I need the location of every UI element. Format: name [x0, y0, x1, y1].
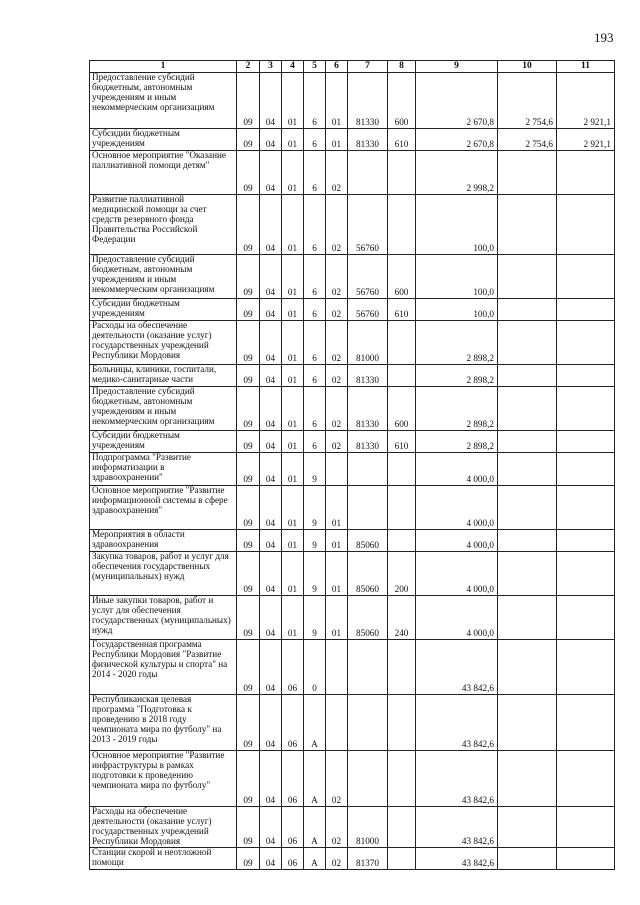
amount-2021-cell — [557, 751, 615, 807]
program-code-cell: 01 — [282, 255, 304, 299]
amount-2020-cell — [498, 596, 557, 640]
expense-type-code-cell: 240 — [388, 596, 416, 640]
table-body — [90, 73, 615, 870]
table-row — [90, 695, 615, 751]
event-code-cell: 01 — [326, 552, 348, 596]
amount-2019-cell: 43 842,6 — [416, 847, 498, 869]
amount-2019-cell: 43 842,6 — [416, 640, 498, 695]
amount-2021-cell — [557, 321, 615, 365]
subsection-code-cell: 04 — [260, 129, 282, 151]
table-row — [90, 299, 615, 321]
item-name-cell: Субсидии бюджетным учреждениям — [90, 431, 237, 453]
amount-2019-cell: 2 898,2 — [416, 365, 498, 387]
section-code-cell: 09 — [237, 255, 260, 299]
amount-2021-cell — [557, 530, 615, 552]
subprogram-code-cell: А — [304, 807, 326, 848]
section-code-cell: 09 — [237, 486, 260, 530]
subsection-code-cell: 04 — [260, 552, 282, 596]
table-row — [90, 129, 615, 151]
amount-2021-cell — [557, 552, 615, 596]
amount-2020-cell — [498, 321, 557, 365]
event-code-cell: 02 — [326, 431, 348, 453]
direction-code-cell: 85060 — [348, 530, 388, 552]
subprogram-code-cell: 6 — [304, 299, 326, 321]
subprogram-code-cell: 6 — [304, 321, 326, 365]
expense-type-code-cell — [388, 847, 416, 869]
section-code-cell: 09 — [237, 431, 260, 453]
subsection-code-cell: 04 — [260, 453, 282, 486]
table-row — [90, 751, 615, 807]
direction-code-cell — [348, 453, 388, 486]
table-row — [90, 847, 615, 869]
table-row — [90, 596, 615, 640]
section-code-cell: 09 — [237, 695, 260, 751]
expense-type-code-cell — [388, 195, 416, 255]
section-code-cell: 09 — [237, 129, 260, 151]
subsection-code-cell: 04 — [260, 640, 282, 695]
item-name-cell: Основное мероприятие "Развитие инфраструктуры в рамках подготовки к проведению чемпионата мира по футболу" — [90, 751, 237, 807]
event-code-cell: 01 — [326, 596, 348, 640]
subsection-code-cell: 04 — [260, 255, 282, 299]
header-row — [90, 61, 615, 73]
expense-type-code-cell — [388, 530, 416, 552]
direction-code-cell — [348, 151, 388, 195]
amount-2020-cell — [498, 695, 557, 751]
amount-2019-cell: 43 842,6 — [416, 695, 498, 751]
item-name-cell: Расходы на обеспечение деятельности (оказание услуг) государственных учреждений Республики Мордовия — [90, 807, 237, 848]
section-code-cell: 09 — [237, 640, 260, 695]
expense-type-code-cell — [388, 640, 416, 695]
event-code-cell: 02 — [326, 195, 348, 255]
subsection-code-cell: 04 — [260, 486, 282, 530]
amount-2020-cell — [498, 486, 557, 530]
item-name-cell: Предоставление субсидий бюджетным, автономным учреждениям и иным некоммерческим организациям — [90, 387, 237, 431]
item-name-cell: Больницы, клиники, госпитали, медико-санитарные части — [90, 365, 237, 387]
program-code-cell: 01 — [282, 431, 304, 453]
amount-2021-cell — [557, 807, 615, 848]
section-code-cell: 09 — [237, 151, 260, 195]
amount-2020-cell — [498, 552, 557, 596]
amount-2021-cell — [557, 596, 615, 640]
event-code-cell: 02 — [326, 807, 348, 848]
program-code-cell: 01 — [282, 73, 304, 129]
event-code-cell — [326, 453, 348, 486]
column-header: 10 — [498, 61, 557, 73]
item-name-cell: Иные закупки товаров, работ и услуг для обеспечения государственных (муниципальных) нужд — [90, 596, 237, 640]
expense-type-code-cell: 610 — [388, 299, 416, 321]
expense-type-code-cell: 610 — [388, 431, 416, 453]
subsection-code-cell: 04 — [260, 387, 282, 431]
direction-code-cell: 56760 — [348, 195, 388, 255]
direction-code-cell — [348, 486, 388, 530]
amount-2019-cell: 2 670,8 — [416, 129, 498, 151]
amount-2020-cell: 2 754,6 — [498, 129, 557, 151]
subprogram-code-cell: 6 — [304, 387, 326, 431]
expense-type-code-cell: 600 — [388, 255, 416, 299]
amount-2021-cell — [557, 387, 615, 431]
amount-2020-cell — [498, 640, 557, 695]
expense-type-code-cell — [388, 365, 416, 387]
program-code-cell: 01 — [282, 387, 304, 431]
amount-2019-cell: 4 000,0 — [416, 552, 498, 596]
event-code-cell: 02 — [326, 151, 348, 195]
amount-2021-cell — [557, 486, 615, 530]
amount-2019-cell: 4 000,0 — [416, 453, 498, 486]
expense-type-code-cell — [388, 807, 416, 848]
subsection-code-cell: 04 — [260, 321, 282, 365]
subprogram-code-cell: 6 — [304, 431, 326, 453]
amount-2020-cell — [498, 151, 557, 195]
amount-2021-cell — [557, 299, 615, 321]
event-code-cell — [326, 640, 348, 695]
section-code-cell: 09 — [237, 73, 260, 129]
amount-2020-cell — [498, 847, 557, 869]
program-code-cell: 01 — [282, 195, 304, 255]
expense-type-code-cell — [388, 751, 416, 807]
direction-code-cell — [348, 751, 388, 807]
subprogram-code-cell: 9 — [304, 530, 326, 552]
subsection-code-cell: 04 — [260, 195, 282, 255]
table-row — [90, 807, 615, 848]
direction-code-cell: 81000 — [348, 807, 388, 848]
direction-code-cell: 81330 — [348, 129, 388, 151]
amount-2021-cell — [557, 151, 615, 195]
event-code-cell: 02 — [326, 299, 348, 321]
section-code-cell: 09 — [237, 530, 260, 552]
section-code-cell: 09 — [237, 195, 260, 255]
direction-code-cell: 81330 — [348, 365, 388, 387]
subprogram-code-cell: 9 — [304, 486, 326, 530]
table-row — [90, 486, 615, 530]
amount-2020-cell — [498, 453, 557, 486]
event-code-cell: 02 — [326, 847, 348, 869]
amount-2019-cell: 100,0 — [416, 255, 498, 299]
expense-type-code-cell — [388, 453, 416, 486]
subprogram-code-cell: А — [304, 695, 326, 751]
amount-2019-cell: 43 842,6 — [416, 751, 498, 807]
item-name-cell: Предоставление субсидий бюджетным, автономным учреждениям и иным некоммерческим организациям — [90, 73, 237, 129]
amount-2019-cell: 2 898,2 — [416, 321, 498, 365]
item-name-cell: Основное мероприятие "Развитие информационной системы в сфере здравоохранения" — [90, 486, 237, 530]
column-header: 11 — [557, 61, 615, 73]
direction-code-cell: 81370 — [348, 847, 388, 869]
item-name-cell: Государственная программа Республики Мордовия "Развитие физической культуры и спорта" на 2014 - 2020 годы — [90, 640, 237, 695]
section-code-cell: 09 — [237, 751, 260, 807]
event-code-cell: 02 — [326, 321, 348, 365]
program-code-cell: 06 — [282, 695, 304, 751]
item-name-cell: Подпрограмма "Развитие информатизации в здравоохранении" — [90, 453, 237, 486]
item-name-cell: Субсидии бюджетным учреждениям — [90, 299, 237, 321]
direction-code-cell — [348, 640, 388, 695]
subsection-code-cell: 04 — [260, 596, 282, 640]
subsection-code-cell: 04 — [260, 299, 282, 321]
expense-type-code-cell — [388, 151, 416, 195]
program-code-cell: 06 — [282, 751, 304, 807]
item-name-cell: Закупка товаров, работ и услуг для обеспечения государственных (муниципальных) нужд — [90, 552, 237, 596]
subprogram-code-cell: 6 — [304, 151, 326, 195]
event-code-cell: 01 — [326, 530, 348, 552]
subprogram-code-cell: 6 — [304, 365, 326, 387]
expense-type-code-cell — [388, 486, 416, 530]
column-header: 6 — [326, 61, 348, 73]
program-code-cell: 01 — [282, 365, 304, 387]
subsection-code-cell: 04 — [260, 695, 282, 751]
subsection-code-cell: 04 — [260, 807, 282, 848]
event-code-cell: 02 — [326, 751, 348, 807]
event-code-cell: 02 — [326, 387, 348, 431]
expense-type-code-cell — [388, 695, 416, 751]
table-row — [90, 255, 615, 299]
amount-2021-cell — [557, 640, 615, 695]
section-code-cell: 09 — [237, 552, 260, 596]
program-code-cell: 01 — [282, 151, 304, 195]
subprogram-code-cell: 0 — [304, 640, 326, 695]
subprogram-code-cell: А — [304, 751, 326, 807]
amount-2021-cell: 2 921,1 — [557, 129, 615, 151]
table-row — [90, 73, 615, 129]
direction-code-cell: 56760 — [348, 299, 388, 321]
section-code-cell: 09 — [237, 453, 260, 486]
direction-code-cell — [348, 695, 388, 751]
event-code-cell: 01 — [326, 486, 348, 530]
amount-2021-cell: 2 921,1 — [557, 73, 615, 129]
program-code-cell: 01 — [282, 486, 304, 530]
item-name-cell: Развитие паллиативной медицинской помощи за счет средств резервного фонда Правительства Российской Федерации — [90, 195, 237, 255]
column-header: 1 — [90, 61, 237, 73]
column-header: 4 — [282, 61, 304, 73]
event-code-cell — [326, 695, 348, 751]
subsection-code-cell: 04 — [260, 530, 282, 552]
event-code-cell: 02 — [326, 365, 348, 387]
subprogram-code-cell: А — [304, 847, 326, 869]
amount-2020-cell — [498, 751, 557, 807]
item-name-cell: Основное мероприятие "Оказание паллиативной помощи детям" — [90, 151, 237, 195]
direction-code-cell: 81330 — [348, 431, 388, 453]
amount-2021-cell — [557, 365, 615, 387]
item-name-cell: Республиканская целевая программа "Подготовка к проведению в 2018 году чемпионата мира по футболу" на 2013 - 2019 годы — [90, 695, 237, 751]
amount-2020-cell — [498, 195, 557, 255]
amount-2019-cell: 4 000,0 — [416, 596, 498, 640]
amount-2021-cell — [557, 847, 615, 869]
direction-code-cell: 81330 — [348, 387, 388, 431]
subsection-code-cell: 04 — [260, 847, 282, 869]
section-code-cell: 09 — [237, 299, 260, 321]
amount-2020-cell — [498, 255, 557, 299]
amount-2019-cell: 2 670,8 — [416, 73, 498, 129]
subprogram-code-cell: 6 — [304, 73, 326, 129]
amount-2021-cell — [557, 195, 615, 255]
amount-2021-cell — [557, 453, 615, 486]
amount-2019-cell: 2 898,2 — [416, 431, 498, 453]
table-row — [90, 151, 615, 195]
expense-type-code-cell — [388, 321, 416, 365]
amount-2020-cell: 2 754,6 — [498, 73, 557, 129]
amount-2019-cell: 2 898,2 — [416, 387, 498, 431]
subprogram-code-cell: 9 — [304, 596, 326, 640]
column-header: 3 — [260, 61, 282, 73]
amount-2020-cell — [498, 530, 557, 552]
subsection-code-cell: 04 — [260, 431, 282, 453]
section-code-cell: 09 — [237, 847, 260, 869]
program-code-cell: 01 — [282, 129, 304, 151]
event-code-cell: 02 — [326, 255, 348, 299]
amount-2019-cell: 43 842,6 — [416, 807, 498, 848]
section-code-cell: 09 — [237, 321, 260, 365]
amount-2019-cell: 4 000,0 — [416, 530, 498, 552]
program-code-cell: 01 — [282, 321, 304, 365]
section-code-cell: 09 — [237, 365, 260, 387]
program-code-cell: 06 — [282, 847, 304, 869]
expense-type-code-cell: 600 — [388, 387, 416, 431]
table-row — [90, 640, 615, 695]
table-row — [90, 195, 615, 255]
expense-type-code-cell: 200 — [388, 552, 416, 596]
amount-2020-cell — [498, 807, 557, 848]
amount-2019-cell: 4 000,0 — [416, 486, 498, 530]
section-code-cell: 09 — [237, 387, 260, 431]
amount-2021-cell — [557, 255, 615, 299]
page-number: 193 — [594, 30, 614, 45]
amount-2021-cell — [557, 431, 615, 453]
item-name-cell: Субсидии бюджетным учреждениям — [90, 129, 237, 151]
program-code-cell: 01 — [282, 530, 304, 552]
item-name-cell: Станции скорой и неотложной помощи — [90, 847, 237, 869]
column-header: 9 — [416, 61, 498, 73]
subsection-code-cell: 04 — [260, 365, 282, 387]
table-row — [90, 453, 615, 486]
direction-code-cell: 56760 — [348, 255, 388, 299]
item-name-cell: Расходы на обеспечение деятельности (оказание услуг) государственных учреждений Республики Мордовия — [90, 321, 237, 365]
program-code-cell: 06 — [282, 807, 304, 848]
item-name-cell: Мероприятия в области здравоохранения — [90, 530, 237, 552]
table-row — [90, 321, 615, 365]
direction-code-cell: 81000 — [348, 321, 388, 365]
expense-type-code-cell: 600 — [388, 73, 416, 129]
table-row — [90, 365, 615, 387]
direction-code-cell: 85060 — [348, 552, 388, 596]
amount-2020-cell — [498, 431, 557, 453]
section-code-cell: 09 — [237, 807, 260, 848]
subprogram-code-cell: 9 — [304, 453, 326, 486]
event-code-cell: 01 — [326, 73, 348, 129]
column-header: 5 — [304, 61, 326, 73]
table-row — [90, 387, 615, 431]
subsection-code-cell: 04 — [260, 751, 282, 807]
subprogram-code-cell: 6 — [304, 255, 326, 299]
direction-code-cell: 81330 — [348, 73, 388, 129]
program-code-cell: 06 — [282, 640, 304, 695]
column-header: 7 — [348, 61, 388, 73]
item-name-cell: Предоставление субсидий бюджетным, автономным учреждениям и иным некоммерческим организациям — [90, 255, 237, 299]
amount-2019-cell: 100,0 — [416, 195, 498, 255]
subprogram-code-cell: 9 — [304, 552, 326, 596]
event-code-cell: 01 — [326, 129, 348, 151]
program-code-cell: 01 — [282, 453, 304, 486]
table-row — [90, 552, 615, 596]
table-row — [90, 530, 615, 552]
subsection-code-cell: 04 — [260, 73, 282, 129]
amount-2020-cell — [498, 299, 557, 321]
program-code-cell: 01 — [282, 596, 304, 640]
subprogram-code-cell: 6 — [304, 195, 326, 255]
budget-table — [89, 60, 615, 870]
amount-2020-cell — [498, 387, 557, 431]
expense-type-code-cell: 610 — [388, 129, 416, 151]
amount-2020-cell — [498, 365, 557, 387]
amount-2019-cell: 100,0 — [416, 299, 498, 321]
section-code-cell: 09 — [237, 596, 260, 640]
table-row — [90, 431, 615, 453]
subprogram-code-cell: 6 — [304, 129, 326, 151]
program-code-cell: 01 — [282, 552, 304, 596]
column-header: 2 — [237, 61, 260, 73]
column-header: 8 — [388, 61, 416, 73]
amount-2019-cell: 2 998,2 — [416, 151, 498, 195]
amount-2021-cell — [557, 695, 615, 751]
program-code-cell: 01 — [282, 299, 304, 321]
subsection-code-cell: 04 — [260, 151, 282, 195]
direction-code-cell: 85060 — [348, 596, 388, 640]
